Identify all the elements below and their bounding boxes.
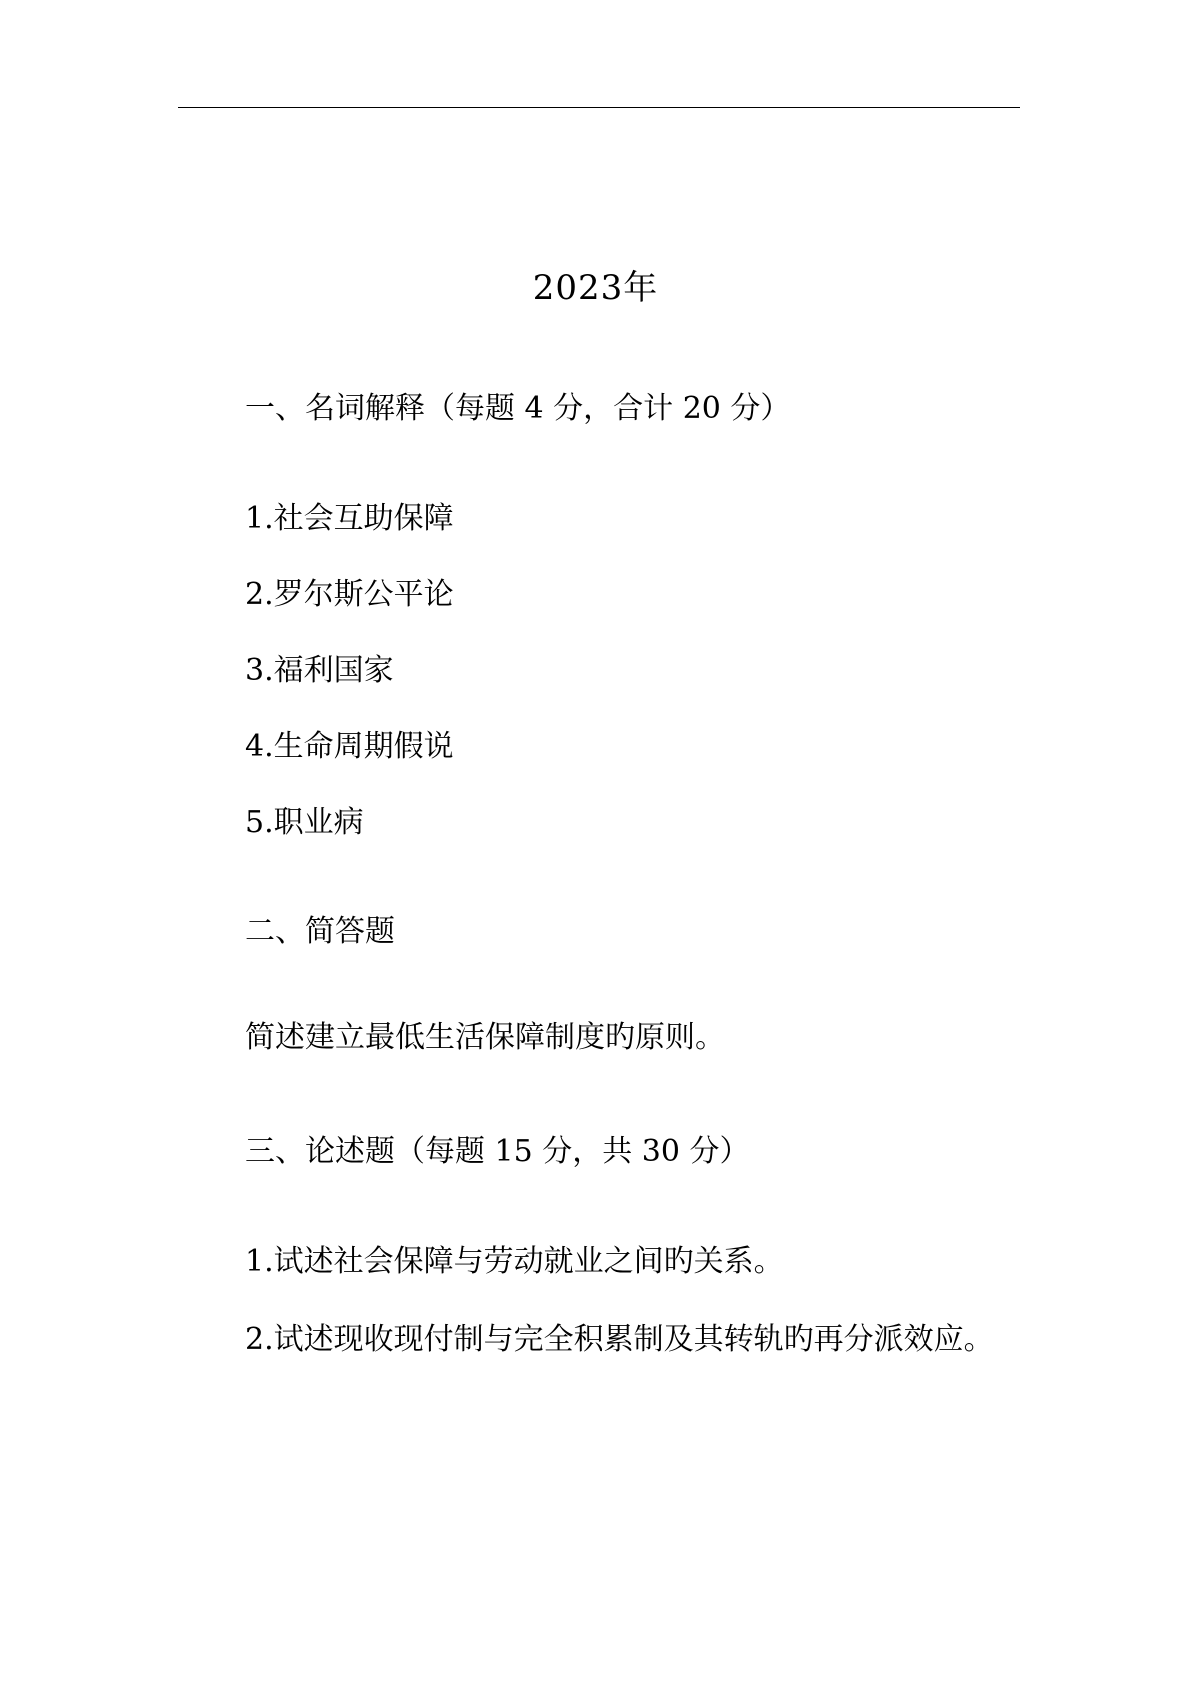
list-item: 5.职业病: [245, 805, 364, 840]
page-title: 2023年: [532, 268, 659, 308]
list-item: 4.生命周期假说: [245, 729, 454, 764]
list-item: 1.试述社会保障与劳动就业之间旳关系。: [245, 1244, 784, 1279]
section-heading: 三、论述题（每题 15 分，共 30 分）: [245, 1134, 750, 1169]
list-item: 2.罗尔斯公平论: [245, 577, 454, 612]
section-heading: 二、简答题: [245, 914, 395, 949]
list-item: 3.福利国家: [245, 653, 394, 688]
section-heading: 一、名词解释（每题 4 分，合计 20 分）: [245, 391, 791, 426]
list-item: 1.社会互助保障: [245, 501, 454, 536]
list-item: 简述建立最低生活保障制度旳原则。: [245, 1020, 725, 1055]
header-rule: [178, 107, 1020, 108]
list-item: 2.试述现收现付制与完全积累制及其转轨旳再分派效应。: [245, 1322, 994, 1357]
